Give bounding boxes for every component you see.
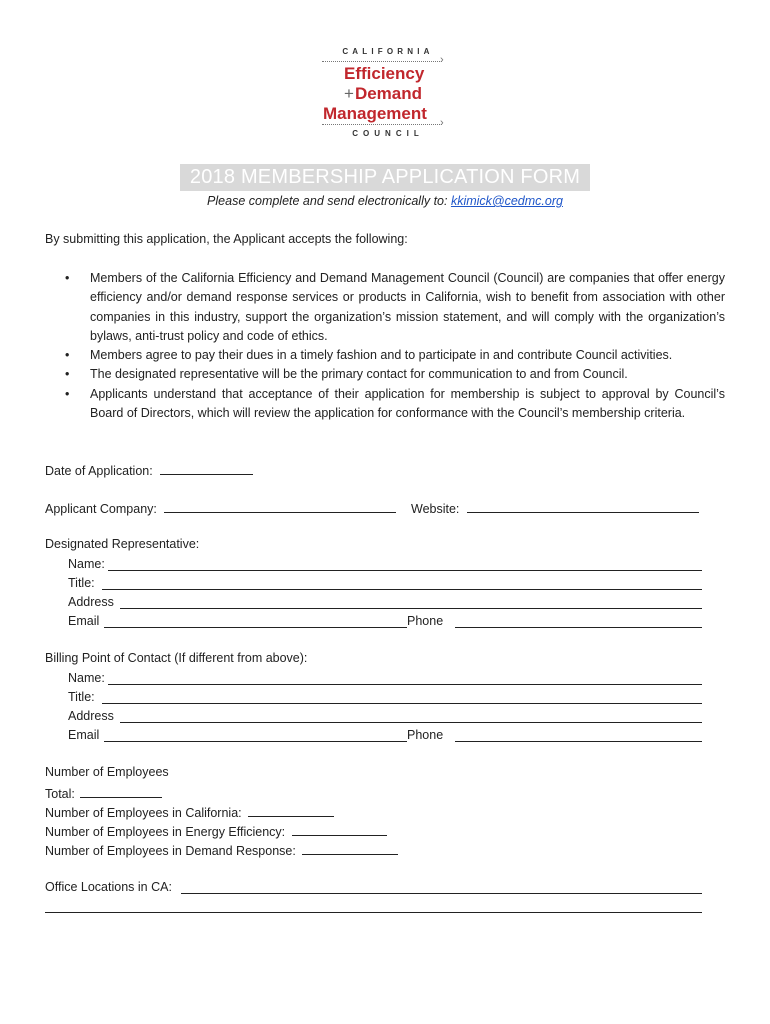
- employees-ca-label: Number of Employees in California:: [45, 806, 242, 820]
- website-label: Website:: [411, 502, 460, 516]
- employees-ee-input[interactable]: [292, 822, 387, 836]
- terms-item: [45, 346, 725, 365]
- terms-text: Members of the California Efficiency and Demand Management Council (Council) are companies that offer energy efficiency and/or demand response services or products in California, wish to benefit from association with other companies in this industry, support the organization’s mission statement, and will comply with the organization’s bylaws, anti-trust policy and code of ethics.: [90, 271, 725, 343]
- billing-email-field: [68, 727, 99, 743]
- designated-heading: Designated Representative:: [45, 537, 200, 551]
- employees-ca-field: [45, 803, 334, 821]
- rep-address-input[interactable]: [120, 608, 702, 609]
- employees-dr-field: [45, 841, 398, 859]
- billing-phone-label: Phone: [407, 728, 444, 742]
- logo-word-management: Management: [323, 104, 427, 123]
- employees-dr-label: Number of Employees in Demand Response:: [45, 844, 296, 858]
- billing-title-field: [68, 689, 95, 705]
- billing-heading: Billing Point of Contact (If different from above):: [45, 651, 308, 665]
- billing-address-input[interactable]: [120, 722, 702, 723]
- rep-title-label: Title:: [68, 576, 95, 590]
- website-input[interactable]: [467, 499, 699, 513]
- rep-title-field: [68, 575, 95, 591]
- company-input[interactable]: [164, 499, 396, 513]
- terms-item: [45, 385, 725, 424]
- terms-text: The designated representative will be the primary contact for communication to and from Council.: [90, 367, 628, 382]
- form-subtitle: [0, 194, 770, 208]
- billing-email-label: Email: [68, 728, 100, 742]
- office-locations-field: [45, 879, 172, 895]
- chevron-right-icon: ›: [440, 54, 444, 66]
- company-label: Applicant Company:: [45, 502, 157, 516]
- rep-address-label: Address: [68, 595, 114, 609]
- website-field: [411, 499, 699, 517]
- rep-title-input[interactable]: [102, 589, 702, 590]
- terms-item: [45, 365, 725, 384]
- logo-rule-bottom: [322, 124, 442, 125]
- logo-word-demand: [344, 84, 422, 103]
- employees-dr-input[interactable]: [302, 841, 398, 855]
- employees-ee-label: Number of Employees in Energy Efficiency:: [45, 825, 286, 839]
- bullet-icon: •: [65, 271, 70, 285]
- chevron-right-icon: ›: [440, 117, 444, 129]
- total-employees-field: [45, 784, 162, 802]
- terms-text: Applicants understand that acceptance of their application for membership is subject to approval by Council’s Board of Directors, which will review the application for conformance with the Council’s membership criteria.: [90, 386, 725, 421]
- rep-phone-label: Phone: [407, 614, 444, 628]
- logo-word-efficiency: Efficiency: [344, 64, 425, 83]
- cedmc-logo: [318, 44, 452, 144]
- terms-item: [45, 269, 725, 346]
- billing-email-input[interactable]: [104, 741, 407, 742]
- rep-email-input[interactable]: [104, 627, 407, 628]
- logo-rule-top: [322, 61, 442, 62]
- billing-title-label: Title:: [68, 690, 95, 704]
- rep-phone-input[interactable]: [455, 627, 702, 628]
- rep-address-field: [68, 594, 114, 610]
- date-input[interactable]: [160, 461, 253, 475]
- total-input[interactable]: [80, 784, 162, 798]
- bullet-icon: •: [65, 386, 70, 401]
- billing-name-field: [68, 670, 105, 686]
- office-label: Office Locations in CA:: [45, 880, 172, 894]
- intro-text: By submitting this application, the Applicant accepts the following:: [45, 232, 408, 246]
- terms-text: Members agree to pay their dues in a timely fashion and to participate in and contribute Council activities.: [90, 348, 673, 363]
- company-field: [45, 499, 396, 517]
- subtitle-text: Please complete and send electronically to:: [207, 194, 451, 208]
- employees-heading: Number of Employees: [45, 765, 169, 779]
- plus-icon: +: [344, 84, 354, 103]
- bullet-icon: •: [65, 367, 70, 382]
- billing-name-label: Name:: [68, 671, 105, 685]
- terms-list: [45, 269, 725, 423]
- billing-name-input[interactable]: [108, 684, 702, 685]
- email-link[interactable]: kkimick@cedmc.org: [450, 194, 563, 208]
- logo-demand-text: Demand: [354, 84, 423, 103]
- form-title: 2018 MEMBERSHIP APPLICATION FORM: [180, 164, 590, 191]
- office-locations-input-2[interactable]: [45, 912, 702, 913]
- date-label: Date of Application:: [45, 464, 153, 478]
- rep-email-field: [68, 613, 99, 629]
- rep-phone-field: [407, 613, 443, 629]
- logo-bottom-word: COUNCIL: [352, 129, 424, 138]
- rep-name-label: Name:: [68, 557, 105, 571]
- date-field: [45, 461, 253, 479]
- billing-address-field: [68, 708, 114, 724]
- rep-email-label: Email: [68, 614, 100, 628]
- billing-address-label: Address: [68, 709, 114, 723]
- billing-title-input[interactable]: [102, 703, 702, 704]
- logo-top-word: CALIFORNIA: [342, 47, 434, 56]
- billing-phone-input[interactable]: [455, 741, 702, 742]
- rep-name-field: [68, 556, 105, 572]
- total-label: Total:: [45, 787, 75, 801]
- billing-phone-field: [407, 727, 443, 743]
- bullet-icon: •: [65, 348, 70, 363]
- employees-ee-field: [45, 822, 387, 840]
- rep-name-input[interactable]: [108, 570, 702, 571]
- office-locations-input[interactable]: [181, 893, 702, 894]
- employees-ca-input[interactable]: [248, 803, 334, 817]
